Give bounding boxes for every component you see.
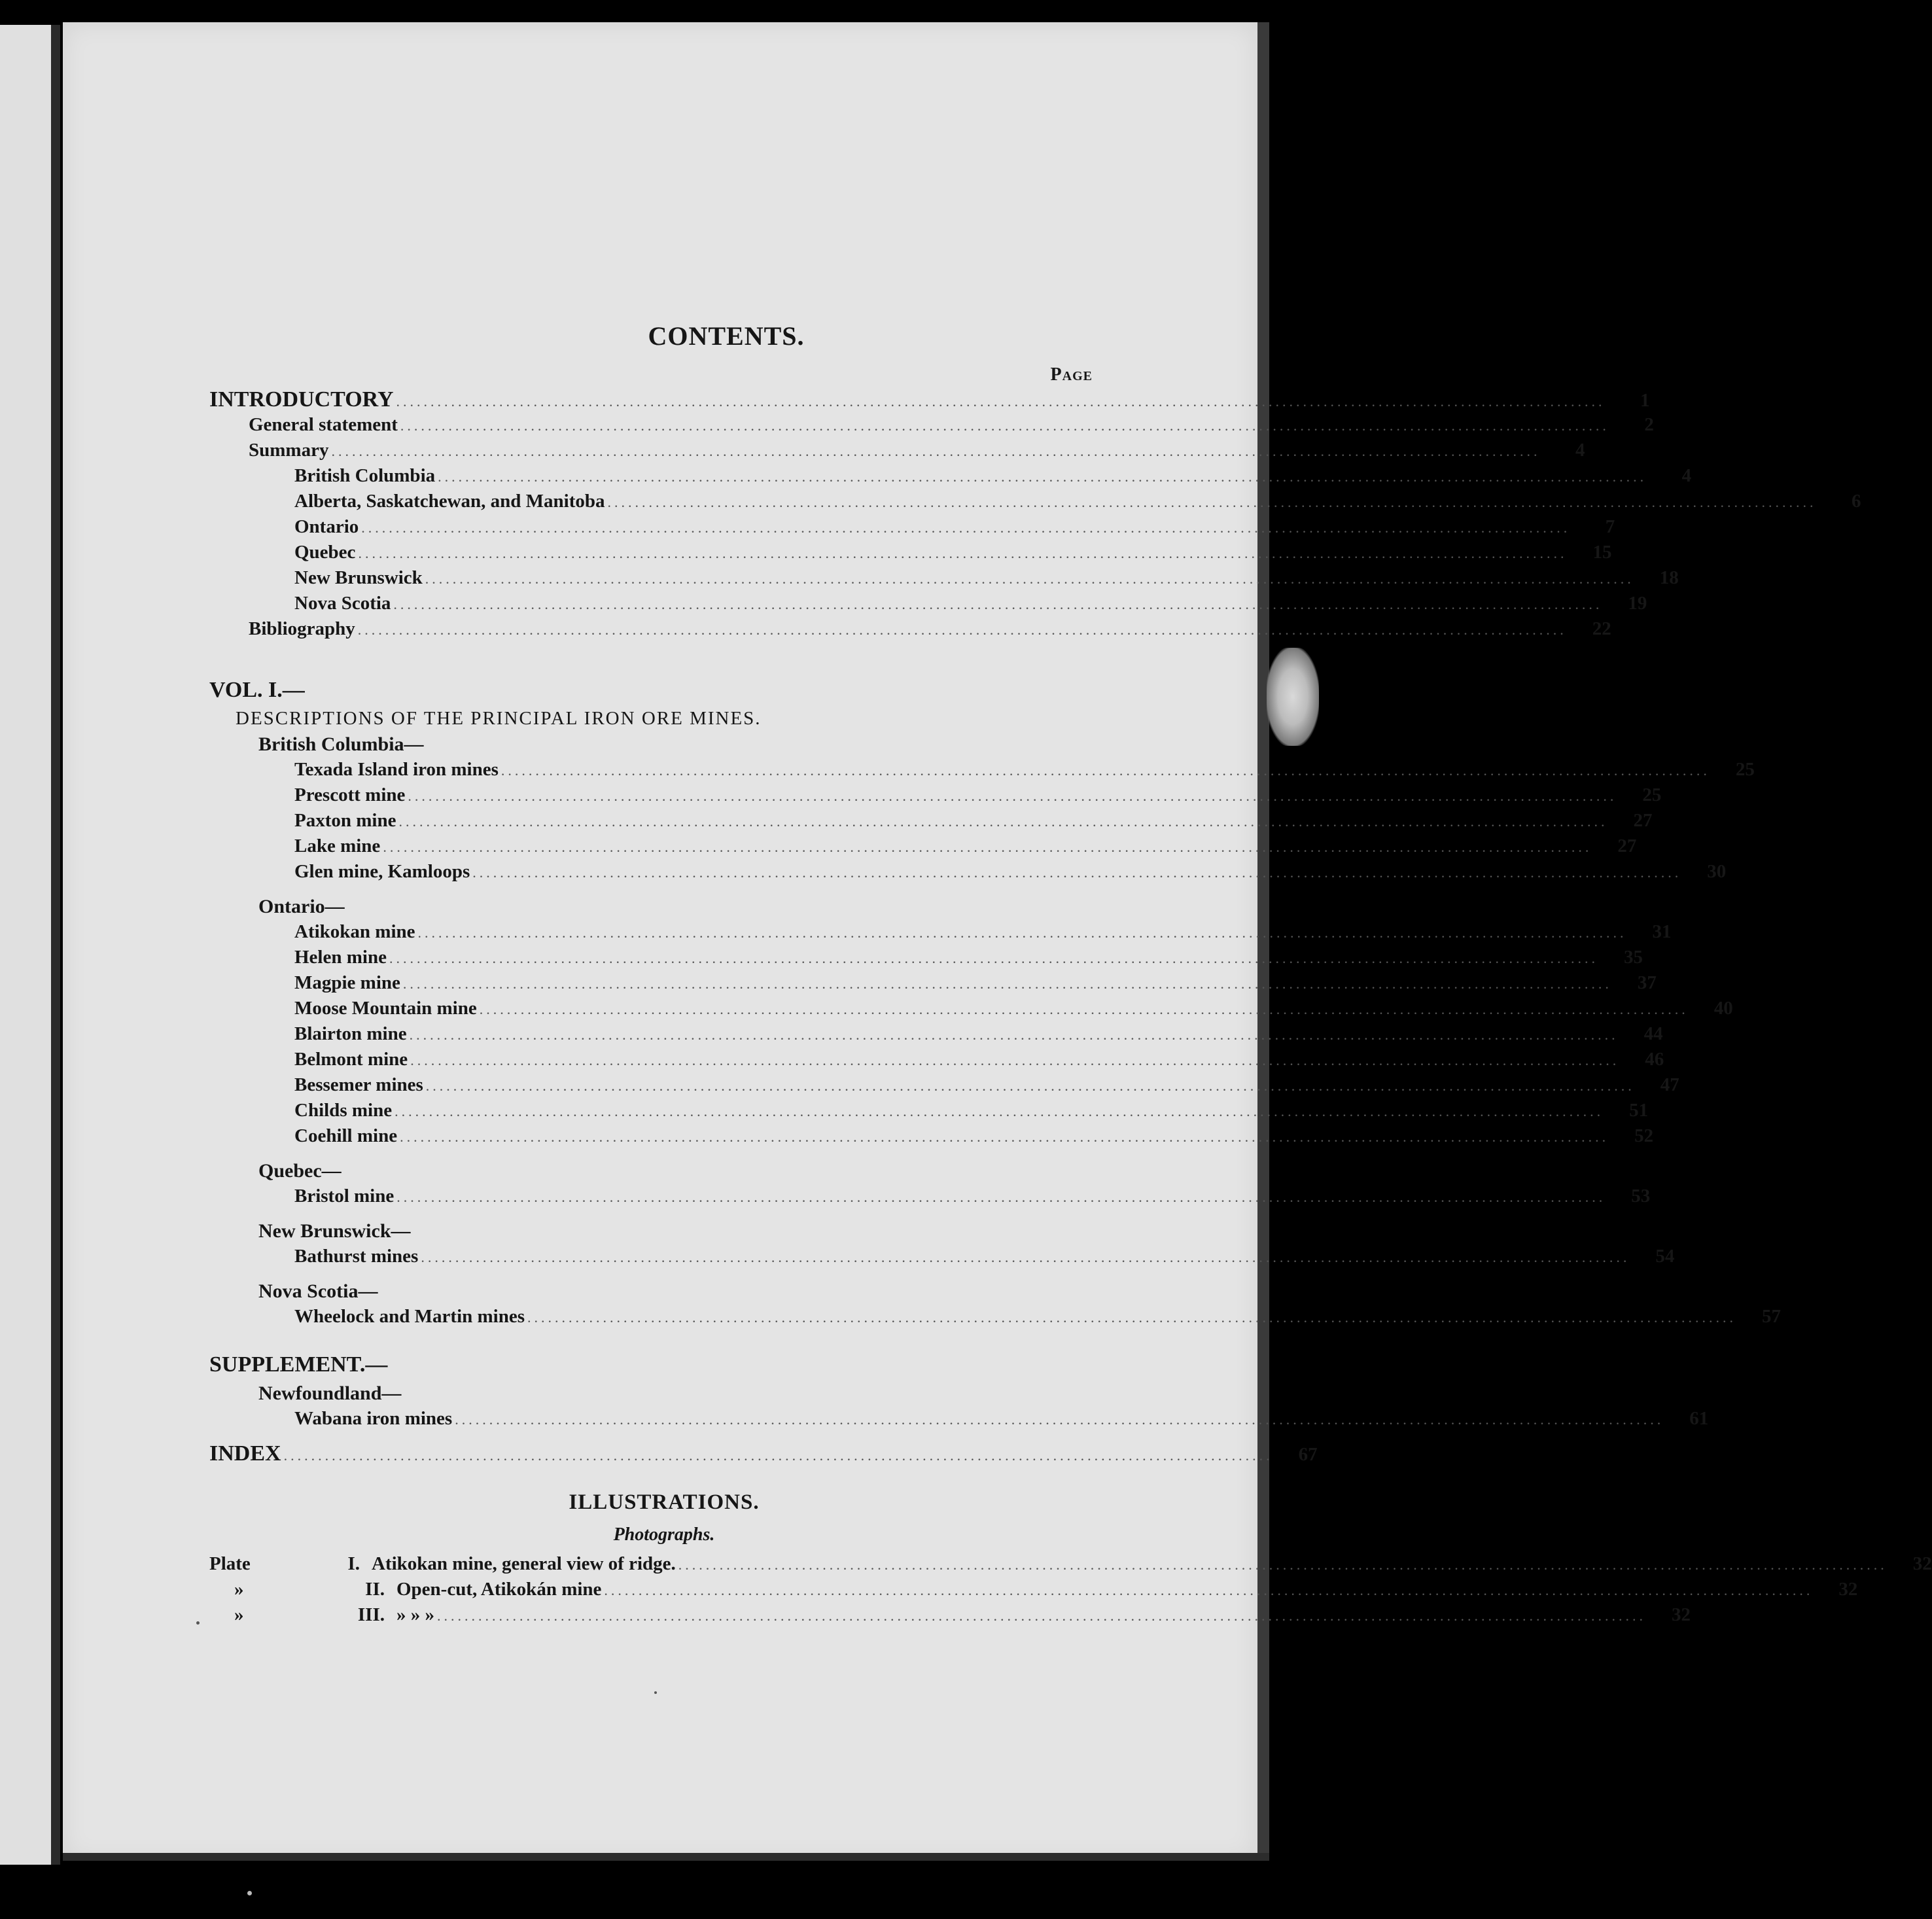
- toc-entry[interactable]: [209, 438, 1585, 463]
- leader-dots: ................................................................................................................................................................................: [607, 494, 1817, 510]
- toc-label: Ontario: [294, 516, 359, 537]
- toc-page: 22: [1592, 618, 1611, 639]
- paper-speck: [654, 1691, 657, 1694]
- mine-label: Prescott mine: [294, 784, 406, 805]
- table-of-contents: [209, 321, 1932, 1628]
- bc-heading: British Columbia—: [258, 733, 424, 755]
- leader-dots: ................................................................................................................................................................................: [479, 1001, 1689, 1017]
- mine-label: Lake mine: [294, 836, 381, 856]
- toc-entry[interactable]: [209, 591, 1647, 616]
- toc-entry[interactable]: [209, 514, 1615, 540]
- leader-dots: ................................................................................................................................................................................: [678, 1557, 1888, 1573]
- plate-entry[interactable]: [209, 1602, 1691, 1628]
- toc-page: 18: [1659, 567, 1679, 588]
- introductory-section: [209, 387, 1861, 642]
- toc-label: Bibliography: [249, 618, 355, 639]
- mine-page: 40: [1713, 998, 1733, 1019]
- leader-dots: ................................................................................................................................................................................: [425, 1078, 1635, 1094]
- toc-page: 1: [1640, 390, 1650, 411]
- toc-label: General statement: [249, 414, 398, 435]
- previous-page-edge: [0, 25, 60, 1865]
- index-entry[interactable]: INDEX ................................................................................................................................................ 67: [209, 1441, 1093, 1466]
- mine-page: 37: [1637, 972, 1657, 993]
- plate-number: I.: [347, 1553, 360, 1574]
- mine-label: Helen mine: [294, 947, 387, 968]
- leader-dots: ................................................................................................................................................................................: [389, 950, 1598, 966]
- newfoundland-heading: Newfoundland—: [258, 1382, 402, 1404]
- plate-entry[interactable]: [209, 1551, 1932, 1577]
- leader-dots: ................................................................................................................................................................................: [417, 924, 1627, 941]
- leader-dots: ................................................................................................................................................................................: [437, 1608, 1646, 1624]
- leader-dots: ................................................................................................................................................................................: [383, 839, 1592, 855]
- plate-entry[interactable]: [209, 1577, 1858, 1602]
- mine-label: Magpie mine: [294, 972, 400, 993]
- toc-page: 4: [1681, 465, 1692, 486]
- toc-entry[interactable]: [209, 463, 1692, 489]
- toc-page: 6: [1852, 491, 1861, 512]
- leader-dots: ................................................................................................................................................................................: [398, 813, 1608, 830]
- plate-label: »: [234, 1604, 244, 1625]
- mine-entry[interactable]: [209, 970, 1657, 996]
- mine-label: Glen mine, Kamloops: [294, 861, 470, 882]
- mine-page: 57: [1762, 1306, 1782, 1327]
- leader-dots: ................................................................................................................................................................................: [402, 976, 1612, 992]
- leader-dots: ................................................................................................................................................................................: [393, 596, 1603, 612]
- mine-label: Atikokan mine: [294, 921, 415, 942]
- mine-label: Bessemer mines: [294, 1074, 423, 1095]
- mine-entry[interactable]: [209, 1072, 1679, 1098]
- toc-label: Alberta, Saskatchewan, and Manitoba: [294, 491, 605, 512]
- mine-page: 52: [1634, 1125, 1654, 1146]
- mine-entry[interactable]: [209, 834, 1637, 859]
- illustrations-title: ILLUSTRATIONS.: [569, 1490, 760, 1514]
- ontario-mines-list: [209, 919, 1733, 1149]
- plate-page: 32: [1912, 1553, 1932, 1574]
- mine-page: 27: [1633, 810, 1653, 831]
- leader-dots: ................................................................................................................................................................................: [357, 622, 1567, 638]
- mine-page: 46: [1645, 1049, 1664, 1070]
- toc-label: Quebec: [294, 542, 356, 563]
- leader-dots: ................................................................................................................................................................................: [400, 1129, 1609, 1145]
- toc-page: 4: [1575, 440, 1585, 461]
- toc-label: Summary: [249, 440, 329, 461]
- binding-shadow: [51, 25, 60, 1865]
- mine-page: 30: [1707, 861, 1727, 882]
- plate-description: » » »: [396, 1604, 434, 1625]
- mine-entry[interactable]: [209, 859, 1727, 885]
- toc-page: 2: [1644, 414, 1654, 435]
- quebec-heading: Quebec—: [258, 1160, 342, 1182]
- quebec-mines-list: [209, 1184, 1651, 1209]
- plate-description: Open-cut, Atikokán mine: [396, 1579, 602, 1600]
- mine-entry[interactable]: [209, 783, 1662, 808]
- leader-dots: ................................................................................................................................................................................: [472, 864, 1682, 881]
- toc-entry[interactable]: [209, 489, 1861, 514]
- toc-label: Nova Scotia: [294, 593, 391, 614]
- mine-label: Coehill mine: [294, 1125, 398, 1146]
- mine-label: Wheelock and Martin mines: [294, 1306, 525, 1327]
- bc-mines-list: [209, 757, 1755, 885]
- mine-page: 31: [1652, 921, 1672, 942]
- leader-dots: ................................................................................................................................................................................: [396, 1189, 1606, 1205]
- mine-entry[interactable]: [209, 996, 1733, 1021]
- mine-label: Childs mine: [294, 1100, 393, 1121]
- toc-label: British Columbia: [294, 465, 436, 486]
- mine-page: 35: [1623, 947, 1643, 968]
- page-bottom-edge: [63, 1853, 1269, 1861]
- leader-dots: ................................................................................................................................................................................: [408, 788, 1617, 804]
- mine-label: Texada Island iron mines: [294, 759, 499, 780]
- plate-description: Atikokan mine, general view of ridge.: [372, 1553, 676, 1574]
- nova-scotia-heading: Nova Scotia—: [258, 1280, 378, 1302]
- mine-entry[interactable]: [209, 1021, 1663, 1047]
- paper-speck: [247, 1891, 252, 1895]
- plate-number: III.: [357, 1604, 385, 1625]
- toc-entry[interactable]: [209, 616, 1611, 642]
- leader-dots: ................................................................................................................................................................................: [395, 1103, 1604, 1119]
- mine-page: 51: [1629, 1100, 1649, 1121]
- leader-dots: ................................................................................................................................................................................: [425, 571, 1634, 587]
- mine-entry[interactable]: [209, 1406, 1709, 1432]
- vol1-heading: VOL. I.—: [209, 678, 305, 702]
- mine-label: Bathurst mines: [294, 1246, 419, 1267]
- leader-dots: ................................................................................................................................................................................: [400, 417, 1609, 434]
- plate-page: 32: [1672, 1604, 1691, 1625]
- mine-entry[interactable]: [209, 1184, 1651, 1209]
- new-brunswick-mines-list: [209, 1244, 1675, 1269]
- mine-page: 27: [1617, 836, 1637, 856]
- toc-entry[interactable]: [209, 412, 1654, 438]
- leader-dots: ................................................................................................................................................................................: [409, 1027, 1619, 1043]
- mine-entry[interactable]: [209, 1098, 1649, 1123]
- toc-label: New Brunswick: [294, 567, 423, 588]
- toc-page: 19: [1628, 593, 1647, 614]
- supplement-heading: SUPPLEMENT.—: [209, 1352, 388, 1377]
- leader-dots: ................................................................................................................................................................................: [455, 1411, 1664, 1428]
- mine-page: 53: [1631, 1186, 1651, 1206]
- leader-dots: ................................................................................................................................................................................: [438, 468, 1647, 485]
- mine-entry[interactable]: [209, 919, 1672, 945]
- illustrations-subtitle: Photographs.: [613, 1524, 715, 1545]
- mine-label: Paxton mine: [294, 810, 396, 831]
- leader-dots: ................................................................................................................................................................................: [527, 1309, 1737, 1326]
- mine-entry[interactable]: [209, 1123, 1654, 1149]
- index-label: INDEX: [209, 1441, 281, 1466]
- page-title: CONTENTS.: [648, 321, 805, 351]
- leader-dots: ................................................................................................................................................................................: [604, 1582, 1814, 1598]
- leader-dots: ................................................................................................................................................................................: [361, 519, 1571, 536]
- leader-dots: ................................................................................................................................................................................: [410, 1052, 1620, 1068]
- ontario-heading: Ontario—: [258, 896, 345, 917]
- mine-label: Blairton mine: [294, 1023, 407, 1044]
- nova-scotia-mines-list: [209, 1304, 1782, 1329]
- supplement-list: [209, 1406, 1709, 1432]
- page-column-heading: Page: [1050, 364, 1093, 385]
- leader-dots: ................................................................................................................................................................................: [331, 443, 1541, 459]
- plate-number: II.: [365, 1579, 385, 1600]
- mine-label: Bristol mine: [294, 1186, 395, 1206]
- plate-label: »: [234, 1579, 244, 1600]
- plate-page: 32: [1838, 1579, 1858, 1600]
- leader-dots: ................................................................................................................................................................................: [421, 1249, 1630, 1265]
- toc-entry[interactable]: [209, 565, 1679, 591]
- mine-label: Belmont mine: [294, 1049, 408, 1070]
- mine-entry[interactable]: [209, 1304, 1782, 1329]
- mine-page: 25: [1642, 784, 1662, 805]
- mine-entry[interactable]: [209, 808, 1653, 834]
- paper-speck: [196, 1621, 200, 1625]
- toc-entry[interactable]: [209, 387, 1650, 412]
- mine-page: 25: [1735, 759, 1755, 780]
- mine-label: Moose Mountain mine: [294, 998, 477, 1019]
- new-brunswick-heading: New Brunswick—: [258, 1220, 411, 1242]
- toc-page: 7: [1605, 516, 1615, 537]
- mine-page: 44: [1643, 1023, 1663, 1044]
- plates-list: [209, 1551, 1932, 1628]
- mine-entry[interactable]: [209, 757, 1755, 783]
- vol1-subheading: DESCRIPTIONS OF THE PRINCIPAL IRON ORE MINES.: [236, 708, 762, 729]
- mine-label: Wabana iron mines: [294, 1408, 453, 1429]
- leader-dots: ................................................................................................................................................................................: [396, 393, 1606, 410]
- mine-page: 61: [1689, 1408, 1709, 1429]
- leader-dots: ................................................................................................................................................................................: [358, 545, 1568, 561]
- mine-entry[interactable]: [209, 1244, 1675, 1269]
- toc-entry[interactable]: [209, 540, 1612, 565]
- toc-label: INTRODUCTORY: [209, 387, 394, 412]
- mine-page: 54: [1655, 1246, 1675, 1267]
- mine-page: 47: [1660, 1074, 1679, 1095]
- mine-entry[interactable]: [209, 945, 1643, 970]
- mine-entry[interactable]: [209, 1047, 1664, 1072]
- paper-damage-blot: [1267, 648, 1319, 746]
- plate-label: Plate: [209, 1553, 251, 1574]
- leader-dots: ................................................................................................................................................................................: [501, 762, 1710, 779]
- index-page: 67: [1298, 1444, 1318, 1465]
- toc-page: 15: [1592, 542, 1612, 563]
